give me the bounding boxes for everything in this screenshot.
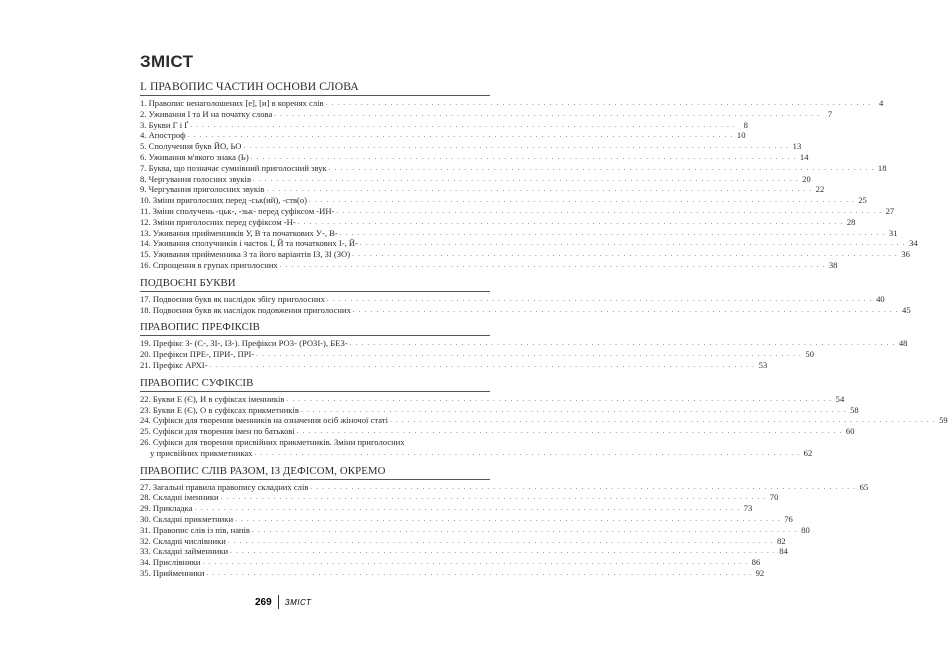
toc-entry-title: 13. Уживання прийменників У, В та початкових У-, В- [140, 227, 338, 238]
dot-leader [329, 163, 875, 174]
toc-entry-page: 82 [777, 535, 786, 546]
toc-entry [140, 404, 859, 416]
toc-entry [140, 227, 898, 239]
toc-entry [140, 238, 918, 249]
page-footer [255, 595, 311, 609]
toc-entry [140, 119, 748, 131]
page-title: ЗМІСТ [140, 52, 194, 71]
toc-entry-title: 11. Зміни сполучень -цьк-, -зьк- перед суфіксом -ИН- [140, 205, 335, 216]
toc-entry-page: 92 [755, 567, 765, 578]
toc-entry-page: 22 [815, 184, 825, 195]
toc-entry-title: 31. Правопис слів із пів, напів [140, 524, 250, 535]
toc-entry-title: 29. Прикладка [140, 503, 193, 514]
dot-leader [298, 217, 844, 228]
toc-entry-page: 58 [850, 404, 859, 415]
toc-entry [140, 513, 793, 525]
toc-entry [140, 216, 856, 228]
toc-section [140, 464, 869, 579]
dot-leader [390, 415, 936, 426]
section-heading: ПРАВОПИС ПРЕФІКСІВ [140, 320, 490, 336]
toc-entry [140, 195, 867, 206]
toc-section [140, 320, 908, 370]
toc-entry-title: 25. Суфікси для творення імен по батькові [140, 426, 295, 437]
dot-leader [309, 195, 855, 206]
toc-entry [140, 98, 884, 109]
toc-entry-title: 35. Прийменники [140, 567, 205, 578]
toc-entry-page: 36 [901, 249, 910, 260]
dot-leader [244, 141, 790, 152]
toc-entry [140, 162, 887, 174]
toc-entry-page: 65 [859, 481, 869, 492]
toc-section [140, 376, 948, 459]
dot-leader [252, 525, 798, 536]
toc-entry [140, 524, 810, 536]
dot-leader [267, 184, 813, 195]
toc-entry-page: 25 [858, 195, 867, 206]
toc-entry-page: 59 [939, 415, 948, 426]
toc-entry-page: 60 [845, 426, 855, 437]
toc-entry-title: 28. Складні іменники [140, 492, 219, 503]
toc-entry [140, 259, 838, 271]
toc-entry-page: 8 [743, 119, 748, 130]
dot-leader [352, 249, 898, 260]
toc-entry-page: 4 [879, 98, 884, 108]
toc-entry-page: 54 [835, 393, 845, 404]
dot-leader [336, 206, 882, 217]
toc-entry [140, 557, 761, 568]
toc-entry [140, 249, 910, 260]
section-heading: ПРАВОПИС СУФІКСІВ [140, 376, 490, 392]
dot-leader [327, 294, 873, 305]
toc-page [140, 52, 948, 622]
toc-entry [140, 304, 911, 316]
dot-leader [301, 405, 847, 416]
toc-entry-title: 34. Прислівники [140, 557, 201, 568]
dot-leader [254, 448, 800, 459]
toc-entry-title: 24. Суфікси для творення іменників на означення осіб жіночої статі [140, 415, 388, 426]
toc-entry-page: 73 [743, 503, 753, 514]
dot-leader [297, 426, 843, 437]
toc-entry-title: 19. Префікс З- (С-, ЗІ-, ІЗ-). Префікси РОЗ- (РОЗІ-), БЕЗ- [140, 338, 348, 349]
dot-leader [253, 174, 799, 185]
toc-entry-title: 12. Зміни приголосних перед суфіксом -Н- [140, 216, 296, 227]
dot-leader [353, 305, 899, 316]
toc-entry [140, 503, 753, 514]
toc-entry-page: 13 [792, 141, 802, 152]
toc-entry-title: 8. Чергування голосних звуків [140, 173, 251, 184]
toc-entry-title: 32. Складні числівники [140, 535, 226, 546]
toc-entry-page: 48 [898, 338, 908, 349]
toc-entry-page: 45 [902, 304, 911, 315]
toc-entry-page: 18 [877, 162, 887, 173]
toc-entry [140, 436, 813, 459]
dot-leader [251, 152, 797, 163]
dot-leader [235, 514, 781, 525]
toc-entry [140, 338, 908, 349]
dot-leader [310, 482, 856, 493]
toc-entry-page: 20 [802, 173, 811, 184]
toc-entry-title: 4. Апостроф [140, 130, 186, 141]
toc-entry-page: 7 [827, 108, 833, 119]
toc-entry-title-continued: у присвійних прикметниках [150, 447, 253, 458]
toc-entry-title: 30. Складні прикметники [140, 513, 234, 524]
dot-leader [286, 394, 832, 405]
toc-entry [140, 359, 768, 371]
toc-entry-title: 27. Загальні правила правопису складних слів [140, 481, 309, 492]
dot-leader [256, 349, 802, 360]
dot-leader [340, 228, 886, 239]
toc-entry [140, 184, 825, 195]
section-heading: ПОДВОЄНІ БУКВИ [140, 276, 490, 292]
toc-entry-title: 9. Чергування приголосних звуків [140, 184, 265, 195]
toc-entry-title: 16. Спрощення в групах приголосних [140, 259, 278, 270]
toc-entry-page: 80 [801, 524, 810, 535]
toc-entry-title: 1. Правопис ненаголошених [е], [и] в коренях слів [140, 98, 324, 108]
dot-leader [230, 546, 776, 557]
toc-entry-title: 23. Букви Е (Є), О в суфіксах прикметників [140, 404, 299, 415]
toc-entry [140, 492, 779, 503]
toc-entry-title: 26. Суфікси для творення присвійних прикметників. Зміни приголосних [140, 436, 405, 447]
table-of-contents [140, 80, 948, 579]
toc-entry [140, 173, 811, 185]
toc-entry-title: 2. Уживання І та И на початку слова [140, 108, 273, 119]
footer-label: ЗМІСТ [284, 597, 312, 607]
toc-entry-page: 27 [885, 205, 895, 216]
toc-entry-page: 50 [805, 349, 814, 360]
dot-leader [210, 360, 756, 371]
dot-leader [206, 568, 752, 579]
section-heading: ПРАВОПИС СЛІВ РАЗОМ, ІЗ ДЕФІСОМ, ОКРЕМО [140, 464, 490, 480]
dot-leader [228, 536, 774, 547]
toc-entry-page: 31 [888, 227, 898, 238]
toc-entry [140, 567, 765, 579]
section-heading: І. ПРАВОПИС ЧАСТИН ОСНОВИ СЛОВА [140, 80, 490, 96]
toc-entry [140, 205, 895, 217]
dot-leader [274, 109, 820, 120]
toc-entry-page: 86 [751, 557, 761, 568]
toc-entry-page: 28 [846, 216, 856, 227]
dot-leader [280, 260, 826, 271]
toc-entry-page: 84 [779, 546, 788, 557]
toc-entry-page: 14 [799, 151, 809, 162]
toc-entry-page: 70 [769, 492, 779, 503]
page-number: 269 [255, 596, 272, 608]
toc-entry-title: 21. Префікс АРХІ- [140, 359, 208, 370]
toc-entry [140, 130, 746, 141]
toc-entry-page: 40 [876, 293, 885, 304]
toc-entry-page: 38 [828, 259, 838, 270]
toc-entry [140, 151, 809, 163]
dot-leader [203, 557, 749, 568]
toc-entry [140, 293, 885, 305]
toc-entry-title: 6. Уживання м'якого знака (Ь) [140, 151, 249, 162]
toc-entry [140, 349, 814, 360]
toc-entry-title: 18. Подвоєння букв як наслідок подовження приголосних [140, 304, 351, 315]
dot-leader [221, 492, 767, 503]
toc-entry-title: 33. Складні займенники [140, 546, 229, 557]
toc-entry [140, 141, 802, 152]
toc-section [140, 80, 918, 271]
toc-entry [140, 535, 786, 547]
toc-entry-title: 17. Подвоєння букв як наслідок збігу приголосних [140, 293, 325, 304]
toc-entry [140, 415, 948, 426]
toc-entry [140, 546, 788, 557]
toc-entry-page: 62 [803, 447, 813, 458]
toc-entry-title: 5. Сполучення букв ЙО, ЬО [140, 141, 242, 152]
dot-leader [195, 503, 741, 514]
toc-entry-title: 10. Зміни приголосних перед -ськ(ий), -ств(о) [140, 195, 308, 206]
dot-leader [326, 98, 872, 109]
toc-entry-page: 53 [758, 359, 768, 370]
toc-entry-title: 22. Букви Е (Є), И в суфіксах іменників [140, 393, 285, 404]
dot-leader [188, 130, 734, 141]
toc-entry [140, 393, 845, 405]
toc-entry-page: 34 [909, 238, 918, 249]
dot-leader [190, 120, 736, 131]
toc-entry [140, 426, 855, 437]
toc-entry [140, 481, 869, 493]
toc-entry [140, 108, 833, 120]
toc-section [140, 276, 911, 316]
toc-entry-title: 3. Букви Г і Ґ [140, 119, 189, 130]
toc-entry-page: 76 [784, 513, 793, 524]
toc-entry-title: 7. Буква, що позначає сумнівний приголосний звук [140, 162, 327, 173]
dot-leader [350, 338, 896, 349]
dot-leader [360, 238, 906, 249]
toc-entry-title: 15. Уживання прийменника З та його варіантів ІЗ, ЗІ (ЗО) [140, 249, 351, 260]
toc-entry-page: 10 [736, 130, 746, 141]
toc-entry-title: 14. Уживання сполучників і часток І, Й та початкових І-, Й- [140, 238, 358, 249]
toc-entry-title: 20. Префікси ПРЕ-, ПРИ-, ПРІ- [140, 349, 255, 360]
